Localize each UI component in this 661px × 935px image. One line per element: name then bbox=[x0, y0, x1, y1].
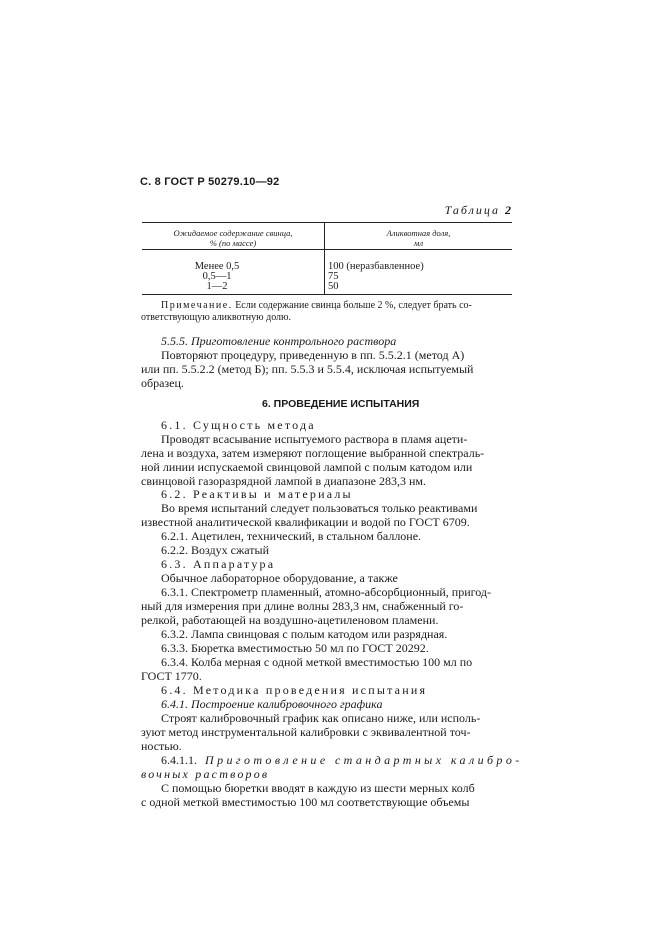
table-header-content-line2: % (по массе) bbox=[209, 238, 257, 248]
table-header-aliquot bbox=[325, 228, 512, 248]
s555-line3: образец. bbox=[141, 376, 184, 390]
s63-line8: ГОСТ 1770. bbox=[141, 669, 202, 683]
s6411-title-b: вочных растворов bbox=[141, 767, 270, 781]
s63-line6: 6.3.3. Бюретка вместимостью 50 мл по ГОСТ 20292. bbox=[161, 641, 429, 655]
s6411-number: 6.4.1.1. bbox=[161, 753, 197, 767]
s63-title: 6.3. Аппаратура bbox=[161, 557, 276, 571]
s62-title: 6.2. Реактивы и материалы bbox=[161, 487, 353, 501]
s61-line2: лена и воздуха, затем измеряют поглощение выбранной спектраль- bbox=[141, 446, 485, 460]
s63-line1: Обычное лабораторное оборудование, а также bbox=[161, 571, 398, 585]
table-cell-content: 0,5—1 bbox=[202, 271, 232, 282]
s62-line4: 6.2.2. Воздух сжатый bbox=[161, 543, 269, 557]
note-line1: Если содержание свинца больше 2 %, следует брать со- bbox=[232, 300, 472, 311]
s61-line1: Проводят всасывание испытуемого раствора в пламя ацети- bbox=[161, 432, 468, 446]
s63-line5: 6.3.2. Лампа свинцовая с полым катодом или разрядная. bbox=[161, 627, 448, 641]
s64-line1: Строят калибровочный график как описано ниже, или исполь- bbox=[161, 711, 481, 725]
table-cell-aliquot: 100 (неразбавленное) bbox=[328, 261, 424, 272]
s64-line4: С помощью бюретки вводят в каждую из шести мерных колб bbox=[161, 781, 475, 795]
s555-line1: Повторяют процедуру, приведенную в пп. 5.5.2.1 (метод А) bbox=[161, 348, 465, 362]
s62-line3: 6.2.1. Ацетилен, технический, в стальном баллоне. bbox=[161, 529, 422, 543]
table-top-rule bbox=[142, 222, 512, 223]
s64-line2: зуют метод инструментальной калибровки с эквивалентной точ- bbox=[141, 725, 471, 739]
table-cell-aliquot: 50 bbox=[328, 281, 339, 292]
aliquot-table bbox=[142, 222, 512, 297]
table-caption-word: Таблица bbox=[444, 203, 500, 217]
table-header-aliquot-line1: Аликвотная доля, bbox=[386, 228, 451, 238]
table-cell-content: Менее 0,5 bbox=[194, 261, 240, 272]
s63-line2: 6.3.1. Спектрометр пламенный, атомно-абсорбционный, пригод- bbox=[161, 585, 492, 599]
s6411-title bbox=[161, 753, 523, 767]
page-header: С. 8 ГОСТ Р 50279.10—92 bbox=[140, 176, 280, 188]
table-bottom-rule bbox=[142, 294, 512, 295]
s61-title: 6.1. Сущность метода bbox=[161, 418, 316, 432]
table-caption bbox=[445, 203, 511, 218]
s64-line5: с одной меткой вместимостью 100 мл соответствующие объемы bbox=[141, 795, 470, 809]
s61-line4: свинцовой газоразрядной лампой в диапазоне 283,3 нм. bbox=[141, 474, 427, 488]
s6411-title-a: Приготовление стандартных калибро- bbox=[205, 753, 523, 767]
note-label: Примечание. bbox=[161, 300, 233, 311]
table-note bbox=[161, 299, 472, 312]
s555-title: 5.5.5. Приготовление контрольного раствора bbox=[161, 334, 397, 348]
s63-line3: ный для измерения при длине волны 283,3 нм, снабженный го- bbox=[141, 599, 464, 613]
s62-line2: известной аналитической квалификации и водой по ГОСТ 6709. bbox=[141, 515, 470, 529]
table-caption-number: 2 bbox=[505, 203, 511, 217]
s641-title: 6.4.1. Построение калибровочного графика bbox=[161, 697, 383, 711]
s64-line3: ностью. bbox=[141, 739, 182, 753]
table-note-line2: ответствующую аликвотную долю. bbox=[141, 312, 292, 323]
table-header-rule bbox=[142, 249, 512, 250]
s64-title: 6.4. Методика проведения испытания bbox=[161, 683, 428, 697]
s555-line2: или пп. 5.5.2.2 (метод Б); пп. 5.5.3 и 5.5.4, исключая испытуемый bbox=[141, 362, 474, 376]
section-6-heading: 6. ПРОВЕДЕНИЕ ИСПЫТАНИЯ bbox=[262, 398, 420, 410]
table-cell-aliquot: 75 bbox=[328, 271, 339, 282]
s63-line7: 6.3.4. Колба мерная с одной меткой вместимостью 100 мл по bbox=[161, 655, 473, 669]
s63-line4: релкой, работающей на воздушно-ацетиленовом пламени. bbox=[141, 613, 439, 627]
table-header-content bbox=[142, 228, 324, 248]
s62-line1: Во время испытаний следует пользоваться только реактивами bbox=[161, 501, 478, 515]
table-header-aliquot-line2: мл bbox=[413, 238, 424, 248]
table-header-content-line1: Ожидаемое содержание свинца, bbox=[173, 228, 293, 238]
s61-line3: ной линии испускаемой свинцовой лампой с полым катодом или bbox=[141, 460, 473, 474]
table-cell-content: 1—2 bbox=[206, 281, 228, 292]
